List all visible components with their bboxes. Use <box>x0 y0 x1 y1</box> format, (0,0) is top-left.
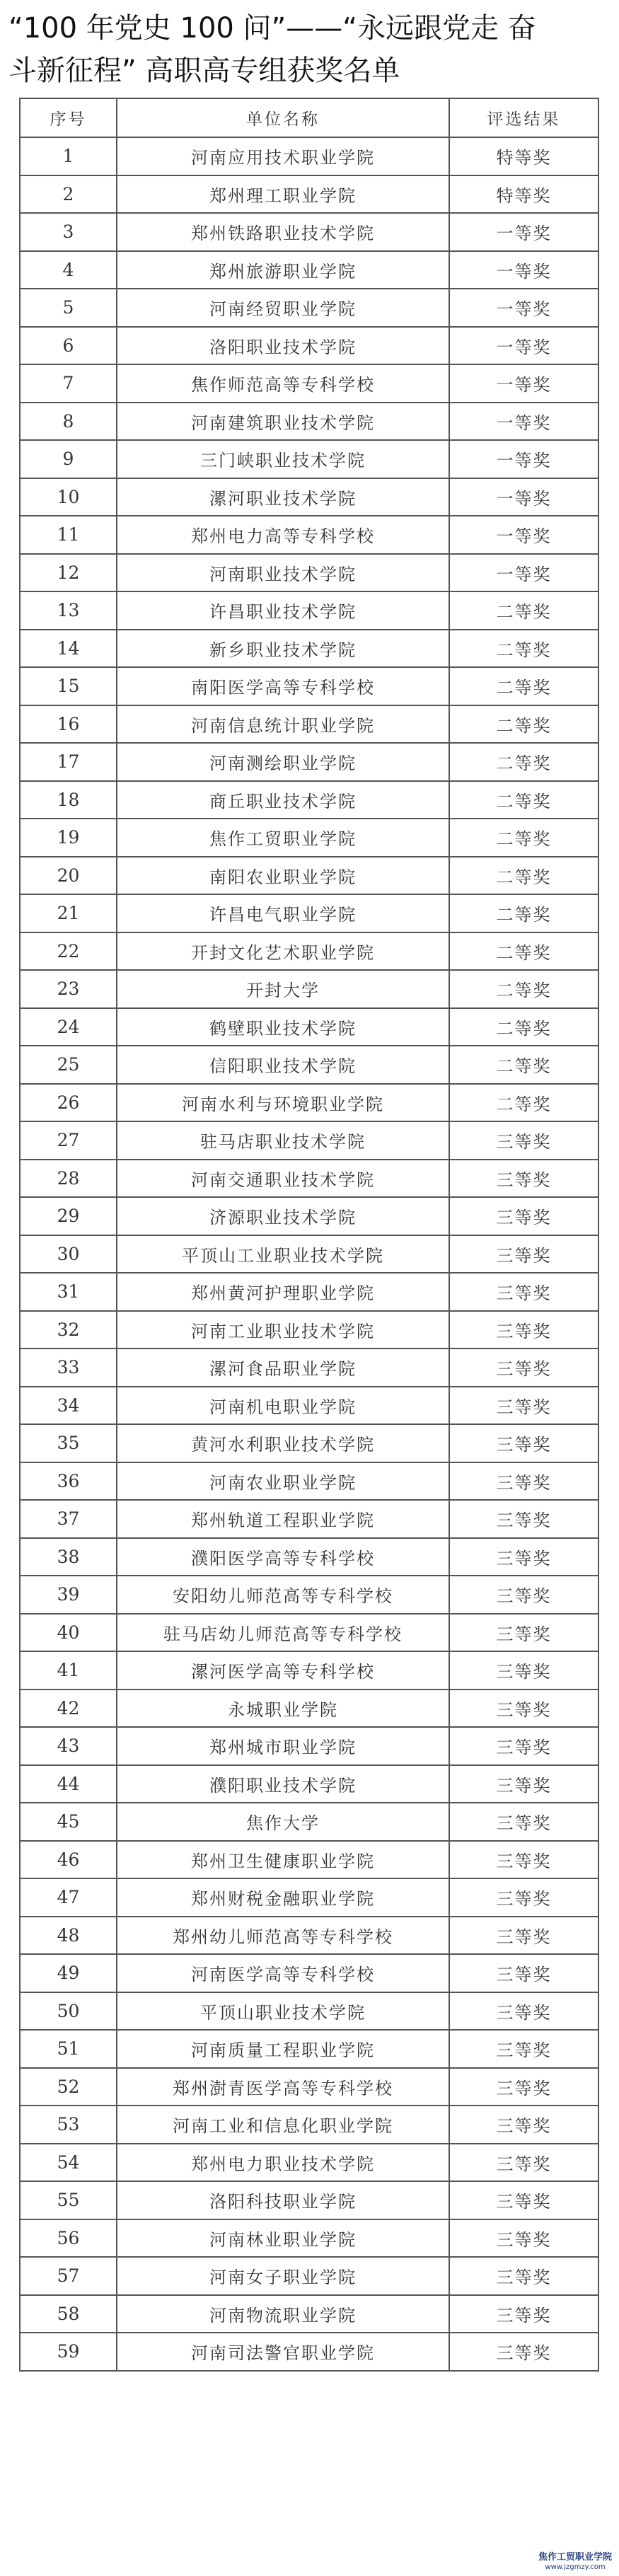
row-unit-name: 黄河水利职业技术学院 <box>117 1424 449 1462</box>
row-result: 二等奖 <box>449 1008 598 1046</box>
table-row <box>20 781 598 819</box>
row-unit-name: 安阳幼儿师范高等专科学校 <box>117 1576 449 1614</box>
table-row <box>20 1235 598 1273</box>
row-result: 一等奖 <box>449 440 598 478</box>
row-serial: 36 <box>20 1462 117 1501</box>
row-unit-name: 河南物流职业学院 <box>117 2295 449 2333</box>
row-unit-name: 郑州铁路职业技术学院 <box>117 213 449 251</box>
row-serial: 25 <box>20 1046 117 1084</box>
row-unit-name: 南阳医学高等专科学校 <box>117 667 449 705</box>
row-unit-name: 河南建筑职业技术学院 <box>117 403 449 441</box>
row-unit-name: 河南农业职业学院 <box>117 1462 449 1501</box>
row-result: 一等奖 <box>449 327 598 365</box>
row-serial: 44 <box>20 1765 117 1803</box>
row-unit-name: 漯河医学高等专科学校 <box>117 1651 449 1690</box>
row-unit-name: 驻马店职业技术学院 <box>117 1121 449 1160</box>
row-unit-name: 河南质量工程职业学院 <box>117 2030 449 2068</box>
row-serial: 1 <box>20 137 117 175</box>
row-result: 三等奖 <box>449 2106 598 2144</box>
row-result: 三等奖 <box>449 1462 598 1501</box>
row-result: 二等奖 <box>449 630 598 668</box>
row-serial: 57 <box>20 2257 117 2295</box>
table-row <box>20 1424 598 1462</box>
row-serial: 7 <box>20 364 117 403</box>
row-unit-name: 郑州理工职业学院 <box>117 175 449 214</box>
row-serial: 54 <box>20 2144 117 2182</box>
row-result: 三等奖 <box>449 2219 598 2258</box>
table-row <box>20 1992 598 2031</box>
award-table <box>19 98 599 2372</box>
row-result: 二等奖 <box>449 970 598 1008</box>
table-row <box>20 1841 598 1879</box>
row-unit-name: 许昌职业技术学院 <box>117 591 449 630</box>
row-serial: 4 <box>20 251 117 289</box>
row-unit-name: 商丘职业技术学院 <box>117 781 449 819</box>
title-line-1: “100 年党史 100 问”——“永远跟党走 奋 <box>8 12 536 45</box>
table-row <box>20 137 598 175</box>
row-result: 三等奖 <box>449 1841 598 1879</box>
row-result: 二等奖 <box>449 1084 598 1122</box>
row-unit-name: 新乡职业技术学院 <box>117 630 449 668</box>
row-unit-name: 洛阳职业技术学院 <box>117 327 449 365</box>
table-row <box>20 1576 598 1614</box>
row-serial: 50 <box>20 1992 117 2031</box>
row-unit-name: 河南信息统计职业学院 <box>117 705 449 744</box>
row-unit-name: 河南机电职业学院 <box>117 1387 449 1425</box>
table-row <box>20 1387 598 1425</box>
row-unit-name: 河南应用技术职业学院 <box>117 137 449 175</box>
table-row <box>20 1160 598 1198</box>
table-row <box>20 327 598 365</box>
table-row <box>20 1727 598 1765</box>
row-serial: 22 <box>20 932 117 971</box>
row-result: 二等奖 <box>449 857 598 895</box>
row-serial: 33 <box>20 1348 117 1387</box>
table-row <box>20 2068 598 2106</box>
row-serial: 28 <box>20 1160 117 1198</box>
row-serial: 11 <box>20 516 117 554</box>
row-result: 二等奖 <box>449 819 598 857</box>
row-result: 三等奖 <box>449 1992 598 2031</box>
row-result: 三等奖 <box>449 1727 598 1765</box>
row-serial: 48 <box>20 1917 117 1955</box>
table-row <box>20 932 598 971</box>
table-row <box>20 1765 598 1803</box>
table-row <box>20 970 598 1008</box>
row-unit-name: 河南女子职业学院 <box>117 2257 449 2295</box>
table-row <box>20 1084 598 1122</box>
row-result: 一等奖 <box>449 554 598 592</box>
table-row <box>20 705 598 744</box>
row-serial: 2 <box>20 175 117 214</box>
row-serial: 41 <box>20 1651 117 1690</box>
row-result: 三等奖 <box>449 1878 598 1917</box>
row-result: 三等奖 <box>449 1651 598 1690</box>
row-result: 二等奖 <box>449 705 598 744</box>
row-serial: 26 <box>20 1084 117 1122</box>
row-serial: 58 <box>20 2295 117 2333</box>
table-row <box>20 175 598 214</box>
row-serial: 37 <box>20 1500 117 1538</box>
row-serial: 35 <box>20 1424 117 1462</box>
table-row <box>20 819 598 857</box>
row-serial: 51 <box>20 2030 117 2068</box>
row-result: 三等奖 <box>449 2295 598 2333</box>
row-unit-name: 郑州财税金融职业学院 <box>117 1878 449 1917</box>
row-result: 三等奖 <box>449 1614 598 1652</box>
row-serial: 53 <box>20 2106 117 2144</box>
row-unit-name: 郑州电力职业技术学院 <box>117 2144 449 2182</box>
row-unit-name: 郑州旅游职业学院 <box>117 251 449 289</box>
row-unit-name: 济源职业技术学院 <box>117 1197 449 1235</box>
table-row <box>20 213 598 251</box>
row-serial: 10 <box>20 478 117 516</box>
header-serial: 序号 <box>20 98 117 137</box>
row-unit-name: 鹤壁职业技术学院 <box>117 1008 449 1046</box>
row-unit-name: 河南水利与环境职业学院 <box>117 1084 449 1122</box>
row-serial: 38 <box>20 1538 117 1576</box>
row-serial: 42 <box>20 1690 117 1728</box>
row-result: 三等奖 <box>449 1387 598 1425</box>
row-serial: 40 <box>20 1614 117 1652</box>
row-result: 三等奖 <box>449 1121 598 1160</box>
row-unit-name: 郑州澍青医学高等专科学校 <box>117 2068 449 2106</box>
row-result: 三等奖 <box>449 1803 598 1841</box>
table-row <box>20 403 598 441</box>
row-unit-name: 南阳农业职业学院 <box>117 857 449 895</box>
table-row <box>20 857 598 895</box>
row-unit-name: 郑州轨道工程职业学院 <box>117 1500 449 1538</box>
table-row <box>20 1462 598 1501</box>
row-serial: 3 <box>20 213 117 251</box>
row-serial: 19 <box>20 819 117 857</box>
table-row <box>20 1008 598 1046</box>
row-serial: 55 <box>20 2181 117 2219</box>
row-serial: 45 <box>20 1803 117 1841</box>
header-unit-name: 单位名称 <box>117 98 449 137</box>
row-unit-name: 驻马店幼儿师范高等专科学校 <box>117 1614 449 1652</box>
row-result: 二等奖 <box>449 1046 598 1084</box>
table-row <box>20 1500 598 1538</box>
row-result: 三等奖 <box>449 2333 598 2371</box>
table-row <box>20 667 598 705</box>
row-serial: 17 <box>20 743 117 781</box>
table-row <box>20 743 598 781</box>
row-unit-name: 河南交通职业技术学院 <box>117 1160 449 1198</box>
row-serial: 15 <box>20 667 117 705</box>
row-result: 特等奖 <box>449 175 598 214</box>
row-unit-name: 焦作大学 <box>117 1803 449 1841</box>
row-serial: 32 <box>20 1311 117 1349</box>
row-serial: 24 <box>20 1008 117 1046</box>
row-result: 一等奖 <box>449 213 598 251</box>
row-unit-name: 河南医学高等专科学校 <box>117 1954 449 1992</box>
row-unit-name: 河南林业职业学院 <box>117 2219 449 2258</box>
row-result: 三等奖 <box>449 1160 598 1198</box>
row-unit-name: 河南工业职业技术学院 <box>117 1311 449 1349</box>
row-unit-name: 濮阳职业技术学院 <box>117 1765 449 1803</box>
table-row <box>20 1538 598 1576</box>
row-result: 二等奖 <box>449 894 598 932</box>
table-row <box>20 2106 598 2144</box>
row-serial: 6 <box>20 327 117 365</box>
row-result: 二等奖 <box>449 932 598 971</box>
row-result: 三等奖 <box>449 2030 598 2068</box>
row-unit-name: 信阳职业技术学院 <box>117 1046 449 1084</box>
row-result: 三等奖 <box>449 1424 598 1462</box>
table-row <box>20 251 598 289</box>
table-row <box>20 2030 598 2068</box>
row-result: 一等奖 <box>449 478 598 516</box>
table-header-row <box>20 98 598 137</box>
row-unit-name: 河南测绘职业学院 <box>117 743 449 781</box>
row-result: 三等奖 <box>449 1348 598 1387</box>
row-result: 一等奖 <box>449 516 598 554</box>
row-result: 一等奖 <box>449 251 598 289</box>
row-result: 一等奖 <box>449 403 598 441</box>
row-unit-name: 濮阳医学高等专科学校 <box>117 1538 449 1576</box>
table-row <box>20 478 598 516</box>
row-unit-name: 郑州幼儿师范高等专科学校 <box>117 1917 449 1955</box>
row-unit-name: 开封文化艺术职业学院 <box>117 932 449 971</box>
watermark-url: www.jzgmzy.com <box>545 2563 606 2571</box>
row-unit-name: 平顶山工业职业技术学院 <box>117 1235 449 1273</box>
table-row <box>20 289 598 327</box>
table-row <box>20 1121 598 1160</box>
row-unit-name: 漯河职业技术学院 <box>117 478 449 516</box>
table-row <box>20 554 598 592</box>
row-unit-name: 郑州黄河护理职业学院 <box>117 1273 449 1311</box>
table-row <box>20 1651 598 1690</box>
row-unit-name: 焦作工贸职业学院 <box>117 819 449 857</box>
row-serial: 39 <box>20 1576 117 1614</box>
row-result: 二等奖 <box>449 667 598 705</box>
row-result: 三等奖 <box>449 1765 598 1803</box>
row-serial: 52 <box>20 2068 117 2106</box>
table-row <box>20 516 598 554</box>
watermark-title: 焦作工贸职业学院 <box>538 2552 612 2563</box>
row-unit-name: 开封大学 <box>117 970 449 1008</box>
table-row <box>20 1348 598 1387</box>
table-body <box>20 137 598 2371</box>
row-serial: 9 <box>20 440 117 478</box>
row-unit-name: 郑州电力高等专科学校 <box>117 516 449 554</box>
row-unit-name: 郑州城市职业学院 <box>117 1727 449 1765</box>
row-result: 一等奖 <box>449 289 598 327</box>
table-row <box>20 1878 598 1917</box>
row-unit-name: 河南司法警官职业学院 <box>117 2333 449 2371</box>
table-row <box>20 1614 598 1652</box>
table-row <box>20 2257 598 2295</box>
table-row <box>20 1273 598 1311</box>
watermark-logo <box>536 2552 615 2572</box>
row-serial: 23 <box>20 970 117 1008</box>
table-row <box>20 440 598 478</box>
row-serial: 16 <box>20 705 117 744</box>
row-serial: 20 <box>20 857 117 895</box>
row-serial: 13 <box>20 591 117 630</box>
row-result: 三等奖 <box>449 1576 598 1614</box>
row-serial: 46 <box>20 1841 117 1879</box>
row-serial: 5 <box>20 289 117 327</box>
row-result: 三等奖 <box>449 1311 598 1349</box>
table-row <box>20 2295 598 2333</box>
row-serial: 21 <box>20 894 117 932</box>
row-unit-name: 平顶山职业技术学院 <box>117 1992 449 2031</box>
row-result: 三等奖 <box>449 2068 598 2106</box>
row-serial: 49 <box>20 1954 117 1992</box>
document-title <box>8 7 611 92</box>
row-serial: 12 <box>20 554 117 592</box>
row-serial: 14 <box>20 630 117 668</box>
row-unit-name: 洛阳科技职业学院 <box>117 2181 449 2219</box>
row-unit-name: 永城职业学院 <box>117 1690 449 1728</box>
row-unit-name: 河南经贸职业学院 <box>117 289 449 327</box>
row-result: 三等奖 <box>449 2144 598 2182</box>
row-result: 三等奖 <box>449 1273 598 1311</box>
row-serial: 59 <box>20 2333 117 2371</box>
row-serial: 29 <box>20 1197 117 1235</box>
table-row <box>20 1917 598 1955</box>
table-row <box>20 2181 598 2219</box>
row-result: 一等奖 <box>449 364 598 403</box>
row-result: 三等奖 <box>449 1954 598 1992</box>
row-result: 二等奖 <box>449 743 598 781</box>
row-result: 二等奖 <box>449 591 598 630</box>
row-result: 三等奖 <box>449 1235 598 1273</box>
row-serial: 31 <box>20 1273 117 1311</box>
row-result: 三等奖 <box>449 2181 598 2219</box>
row-serial: 47 <box>20 1878 117 1917</box>
row-serial: 18 <box>20 781 117 819</box>
row-serial: 30 <box>20 1235 117 1273</box>
row-result: 三等奖 <box>449 1538 598 1576</box>
table-row <box>20 1046 598 1084</box>
row-serial: 27 <box>20 1121 117 1160</box>
row-unit-name: 焦作师范高等专科学校 <box>117 364 449 403</box>
row-serial: 34 <box>20 1387 117 1425</box>
row-result: 三等奖 <box>449 1197 598 1235</box>
row-unit-name: 河南工业和信息化职业学院 <box>117 2106 449 2144</box>
table-row <box>20 2144 598 2182</box>
row-unit-name: 漯河食品职业学院 <box>117 1348 449 1387</box>
row-unit-name: 三门峡职业技术学院 <box>117 440 449 478</box>
row-result: 特等奖 <box>449 137 598 175</box>
table-row <box>20 630 598 668</box>
table-row <box>20 1197 598 1235</box>
table-row <box>20 2333 598 2371</box>
table-row <box>20 894 598 932</box>
row-result: 三等奖 <box>449 2257 598 2295</box>
row-result: 三等奖 <box>449 1917 598 1955</box>
row-result: 三等奖 <box>449 1690 598 1728</box>
row-result: 三等奖 <box>449 1500 598 1538</box>
row-serial: 43 <box>20 1727 117 1765</box>
row-result: 二等奖 <box>449 781 598 819</box>
title-line-2: 斗新征程” 高职高专组获奖名单 <box>8 54 400 87</box>
row-serial: 56 <box>20 2219 117 2258</box>
row-unit-name: 河南职业技术学院 <box>117 554 449 592</box>
table-row <box>20 1803 598 1841</box>
table-row <box>20 364 598 403</box>
row-unit-name: 郑州卫生健康职业学院 <box>117 1841 449 1879</box>
row-unit-name: 许昌电气职业学院 <box>117 894 449 932</box>
header-result: 评选结果 <box>449 98 598 137</box>
table-row <box>20 1311 598 1349</box>
table-row <box>20 591 598 630</box>
table-row <box>20 1954 598 1992</box>
row-serial: 8 <box>20 403 117 441</box>
table-row <box>20 2219 598 2258</box>
table-row <box>20 1690 598 1728</box>
